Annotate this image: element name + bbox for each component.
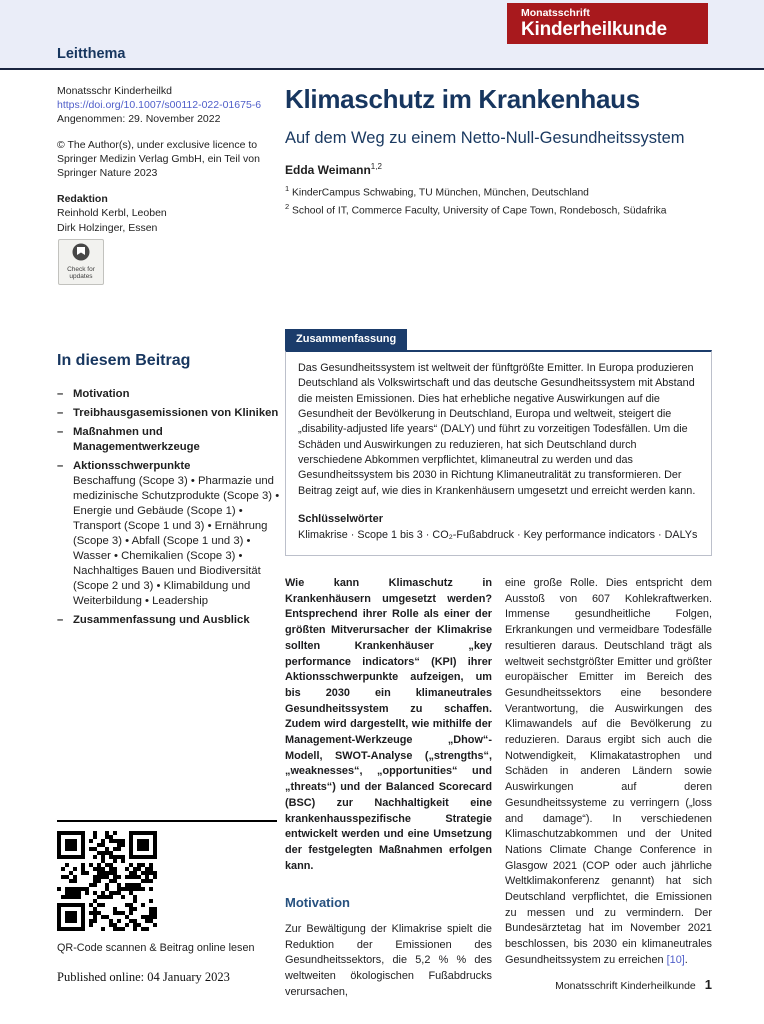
affiliation-1: $^1$ KinderCampus Schwabing, TU München, München, Deutschland [285, 184, 589, 199]
text-column-1 [285, 576, 492, 1001]
redaktion-label: Redaktion [57, 193, 108, 206]
copyright-note: © The Author(s), under exclusive licence to Springer Medizin Verlag GmbH, ein Teil von Springer Nature 2023 [57, 139, 260, 180]
journal-logo [507, 3, 708, 44]
body-paragraph: Zur Bewältigung der Klimakrise spielt die Reduktion der Emissionen des Gesundheitssektors, die 5,2 % % des weltweiten ökologischen Fußabdrucks verursachen, [285, 923, 492, 998]
text-column-2: eine große Rolle. Dies entspricht dem Ausstoß von 607 Kohlekraftwerken. Immense gesundheitliche Folgen, Erkrankungen und vermeidbare Todesfälle resultieren daraus. Deutschland trägt als weltweit sechstgrößter Emitter und größter europäischer Emitter im Bereich des Gesundheitssektors eine besondere Verantwortung, die Auswirkungen des Klimawandels auf die Bevölkerung zu reduzieren. Daraus ergibt sich auch die Notwendigkeit, Klimakatastrophen und Schäden in anderen Ländern sowie Auswirkungen auf deren Gesundheitssysteme zu verringern („loss and damage“). In verschiedenen Klimaschutzabkommen und der United Nations Climate Change Conference in Glasgow 2021 (COP oder auch jährliche Weltklimakonferenz genannt) hat sich Deutschland verpflichtet, die Emissionen zu messen und zu vermindern. Der Bundesärztetag hat im November 2021 beschlossen, bis 2030 ein klimaneutrales Gesundheitssystem zu erreichen [10]. [505, 577, 712, 966]
article-title: Klimaschutz im Krankenhaus [285, 84, 640, 114]
toc-item[interactable]: – Zusammenfassung und Ausblick [57, 613, 281, 628]
author-affil-sup: 1,2 [370, 162, 382, 171]
abstract-box [285, 329, 712, 556]
journal-logo-line2: Kinderheilkunde [521, 18, 667, 40]
toc-subitems: Beschaffung (Scope 3) • Pharmazie und medizinische Schutzprodukte (Scope 3) • Energie und Gebäude (Scope 1) • Transport (Scope 1 und 3) • Ernährung (Scope 3) • Abfall (Scope 1 und 3) • Wasser • Chemikalien (Scope 3) • Nachhaltiges Bauen und Biodiversität (Scope 2 und 3) • Klimabildung und Weiterbildung • Leadership [73, 475, 280, 608]
intro-paragraph: Wie kann Klimaschutz in Krankenhäusern umgesetzt werden? Entsprechend ihrer Rolle als einer der größten Mitverursacher der Klimakrise sollten Krankenhäuser „key performance indicators“ (KPI) ihrer Aktionsschwerpunkte aufzeigen, um bis 2030 ein klimaneutrales Gesundheitssystem zu schaffen. Zudem wird dargestellt, wie mithilfe der Management-Werkzeuge „Dhow“-Modell, SWOT-Analyse („strengths“, „weaknesses“, „opportunities“ und „threats“) und der Balanced Scorecard (BSC) zur Nachhaltigkeit eine krankenhausspezifische Strategie entwickelt werden und eine Umsetzung der festgelegten Maßnahmen erfolgen kann. [285, 577, 492, 872]
toc-item[interactable]: – Treibhausgasemissionen von Kliniken [57, 406, 281, 421]
citation-link[interactable]: [10] [666, 953, 685, 966]
in-this-article-box [57, 352, 281, 632]
check-updates-text2: updates [69, 273, 93, 281]
section-label: Leitthema [57, 46, 126, 62]
affiliation-2: $^2$ School of IT, Commerce Faculty, University of Cape Town, Rondebosch, Südafrika [285, 201, 667, 217]
editor-1: Reinhold Kerbl, Leoben [57, 207, 167, 220]
author-name: Edda Weimann [285, 163, 371, 177]
toc-item[interactable]: – Aktionsschwerpunkte Beschaffung (Scope 3) • Pharmazie und medizinische Schutzprodukte (Scope 3) • Energie und Gebäude (Scope 1) • Transport (Scope 1 und 3) • Ernährung (Scope 3) • Abfall (Scope 1 und 3) • Wasser • Chemikalien (Scope 3) • Nachhaltiges Bauen und Biodiversität (Scope 2 und 3) • Klimabildung und Weiterbildung • Leadership [57, 459, 281, 609]
affiliations [285, 183, 715, 219]
main-text [285, 576, 712, 1001]
body-paragraph: eine große Rolle. Dies entspricht dem Ausstoß von 607 Kohlekraftwerken. Immense gesundheitliche Folgen, Erkrankungen und vermeidbare Todesfälle resultieren daraus. Deutschland trägt als weltweit sechstgrößter Emitter und größter europäischer Emitter im Bereich des Gesundheitssektors eine besondere Verantwortung, die Auswirkungen des Klimawandels auf die Bevölkerung zu reduzieren. Daraus ergibt sich auch die Notwendigkeit, Klimakatastrophen und Schäden in anderen Ländern sowie Auswirkungen auf deren Gesundheitssysteme zu verringern („loss and damage“). In verschiedenen Klimaschutzabkommen und der United Nations Climate Change Conference in Glasgow 2021 (COP oder auch jährliche Weltklimakonferenz genannt) hat sich Deutschland verpflichtet, die Emissionen zu messen und zu vermindern. Der Bundesärztetag hat im November 2021 beschlossen, bis 2030 ein klimaneutrales Gesundheitssystem zu erreichen [505, 577, 712, 966]
qr-code [57, 831, 157, 931]
doi-link[interactable]: https://doi.org/10.1007/s00112-022-01675-6 [57, 99, 262, 112]
footer-journal-name: Monatsschrift Kinderheilkunde [555, 980, 696, 992]
author-line [285, 162, 382, 177]
qr-caption: QR-Code scannen & Beitrag online lesen [57, 942, 255, 954]
abstract-tab: Zusammenfassung [285, 329, 407, 350]
section-heading-motivation: Motivation [285, 895, 350, 911]
keywords: Klimakrise · Scope 1 bis 3 · CO₂-Fußabdruck · Key performance indicators · DALYs [298, 528, 698, 541]
keywords-label: Schlüsselwörter [298, 512, 383, 525]
running-footer [555, 977, 712, 992]
toc-item[interactable]: – Motivation [57, 387, 281, 402]
qr-section [57, 820, 277, 954]
abstract-text: Das Gesundheitssystem ist weltweit der fünftgrößte Emitter. In Europa produzieren Deutschland als Volkswirtschaft und das deutsche Gesundheitssystem mit Abstand die meisten Emissionen. Dies hat erhebliche negative Auswirkungen auf die Gesundheit der Bevölkerung in Deutschland, Europa und weltweit, steigert die „disability-adjusted life years“ (DALY) und führt zu vorzeitigen Todesfällen. Um die Schäden und Auswirkungen zu reduzieren, hat sich Deutschland durch verschiedene Abkommen verpflichtet, klimaneutral zu werden und das Gesundheitssystem bis 2030 in Richtung Klimaneutralität zu transformieren. Der Beitrag zeigt auf, wie dies in Krankenhäusern umgesetzt und erreicht werden kann. [298, 362, 696, 497]
check-updates-text1: Check for [67, 266, 95, 273]
check-for-updates-badge[interactable] [58, 239, 104, 285]
editor-2: Dirk Holzinger, Essen [57, 221, 158, 234]
journal-logo-line1: Monatsschrift [521, 7, 590, 19]
accepted-date: Angenommen: 29. November 2022 [57, 113, 221, 126]
crossmark-icon [72, 243, 90, 261]
page-number: 1 [704, 977, 712, 992]
article-meta [57, 84, 281, 235]
article-subtitle: Auf dem Weg zu einem Netto-Null-Gesundheitssystem [285, 129, 685, 147]
abstract-body [285, 350, 712, 556]
published-online: Published online: 04 January 2023 [57, 970, 230, 984]
toc-heading: In diesem Beitrag [57, 352, 191, 369]
toc-item[interactable]: – Maßnahmen und Managementwerkzeuge [57, 425, 281, 455]
qr-divider [57, 820, 277, 822]
journal-ref: Monatsschr Kinderheilkd [57, 85, 172, 97]
